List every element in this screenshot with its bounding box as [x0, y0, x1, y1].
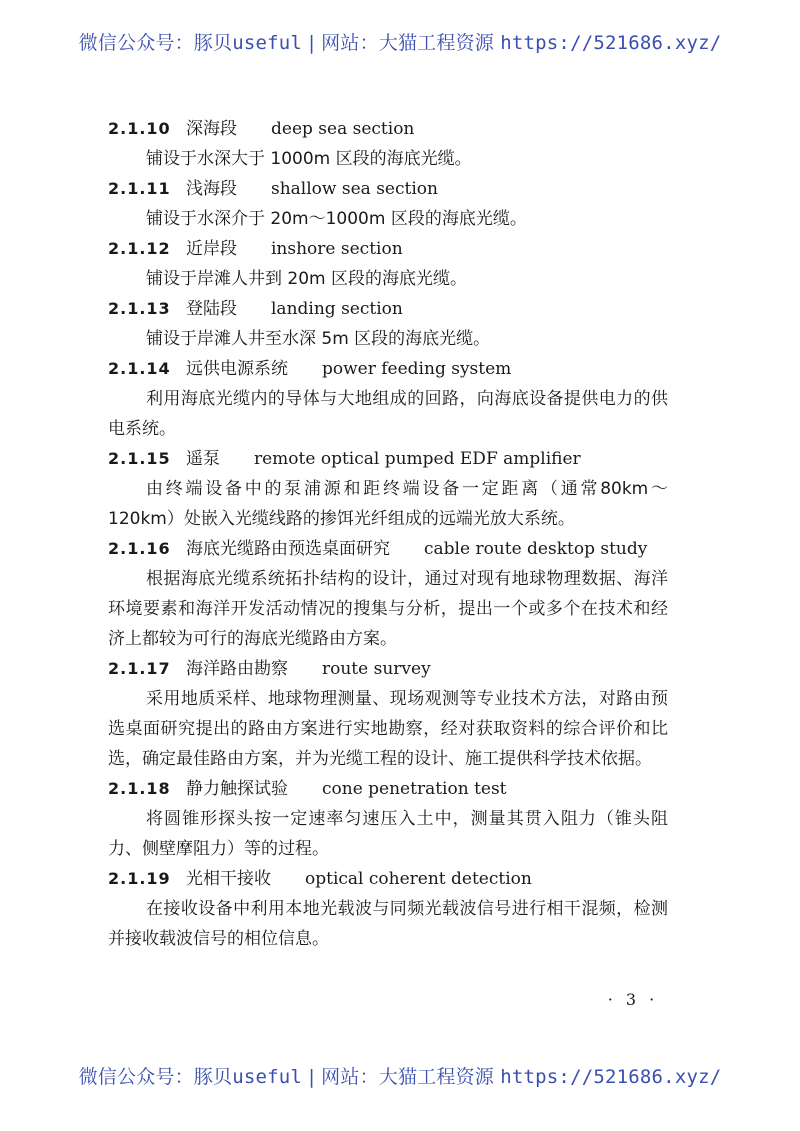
- watermark-site-label: 网站：大猫工程资源: [321, 1066, 494, 1088]
- term-definition: 将圆锥形探头按一定速率匀速压入土中，测量其贯入阻力（锥头阻力、侧壁摩阻力）等的过程。: [108, 809, 668, 859]
- term-heading: [108, 864, 668, 894]
- term-number: 2.1.17: [108, 659, 171, 678]
- term-heading: [108, 234, 668, 264]
- term-chinese: 海洋路由勘察: [186, 659, 288, 679]
- term-definition: 铺设于岸滩人井至水深 5m 区段的海底光缆。: [146, 329, 491, 349]
- term-number: 2.1.10: [108, 119, 171, 138]
- term-english: remote optical pumped EDF amplifier: [254, 449, 581, 469]
- term-definition: 利用海底光缆内的导体与大地组成的回路，向海底设备提供电力的供电系统。: [108, 389, 668, 439]
- watermark-url: https://521686.xyz/: [500, 32, 722, 54]
- term-definition: 铺设于岸滩人井到 20m 区段的海底光缆。: [146, 269, 467, 289]
- term-heading: [108, 114, 668, 144]
- term-definition: 由终端设备中的泵浦源和距终端设备一定距离（通常80km～120km）处嵌入光缆线路的掺饵光纤组成的远端光放大系统。: [108, 479, 668, 529]
- term-definition: 根据海底光缆系统拓扑结构的设计，通过对现有地球物理数据、海洋环境要素和海洋开发活动情况的搜集与分析，提出一个或多个在技术和经济上都较为可行的海底光缆路由方案。: [108, 569, 668, 649]
- term-number: 2.1.13: [108, 299, 171, 318]
- document-body: [108, 114, 668, 954]
- term-chinese: 光相干接收: [186, 869, 271, 889]
- term-chinese: 海底光缆路由预选桌面研究: [186, 539, 390, 559]
- term-chinese: 远供电源系统: [186, 359, 288, 379]
- watermark-top: [0, 28, 800, 55]
- term-number: 2.1.14: [108, 359, 171, 378]
- watermark-brand: useful: [232, 32, 303, 54]
- watermark-separator: |: [308, 1066, 315, 1088]
- page-number: · 3 ·: [607, 990, 659, 1009]
- term-number: 2.1.12: [108, 239, 171, 258]
- term-heading: [108, 774, 668, 804]
- term-number: 2.1.11: [108, 179, 171, 198]
- term-english: inshore section: [271, 239, 403, 259]
- watermark-bottom: [0, 1062, 800, 1089]
- term-number: 2.1.19: [108, 869, 171, 888]
- term-english: landing section: [271, 299, 403, 319]
- term-number: 2.1.15: [108, 449, 171, 468]
- watermark-separator: |: [308, 32, 315, 54]
- watermark-wechat-label: 微信公众号：豚贝: [78, 32, 233, 54]
- watermark-url: https://521686.xyz/: [500, 1066, 722, 1088]
- term-chinese: 登陆段: [186, 299, 237, 319]
- term-english: route survey: [322, 659, 431, 679]
- term-definition: 在接收设备中利用本地光载波与同频光载波信号进行相干混频，检测并接收载波信号的相位信息。: [108, 899, 668, 949]
- term-english: cable route desktop study: [424, 539, 648, 559]
- watermark-brand: useful: [232, 1066, 303, 1088]
- term-english: optical coherent detection: [305, 869, 532, 889]
- watermark-wechat-label: 微信公众号：豚贝: [78, 1066, 233, 1088]
- term-heading: [108, 354, 668, 384]
- term-number: 2.1.16: [108, 539, 171, 558]
- term-english: cone penetration test: [322, 779, 507, 799]
- term-heading: [108, 294, 668, 324]
- term-definition: 铺设于水深介于 20m～1000m 区段的海底光缆。: [146, 209, 527, 229]
- term-definition: 铺设于水深大于 1000m 区段的海底光缆。: [146, 149, 472, 169]
- term-chinese: 遥泵: [186, 449, 220, 469]
- term-chinese: 近岸段: [186, 239, 237, 259]
- term-english: shallow sea section: [271, 179, 438, 199]
- term-chinese: 浅海段: [186, 179, 237, 199]
- term-heading: [108, 444, 668, 474]
- term-number: 2.1.18: [108, 779, 171, 798]
- watermark-site-label: 网站：大猫工程资源: [321, 32, 494, 54]
- term-definition: 采用地质采样、地球物理测量、现场观测等专业技术方法，对路由预选桌面研究提出的路由方案进行实地勘察，经对获取资料的综合评价和比选，确定最佳路由方案，并为光缆工程的设计、施工提供科学技术依据。: [108, 689, 668, 769]
- term-heading: [108, 174, 668, 204]
- term-english: deep sea section: [271, 119, 415, 139]
- term-heading: [108, 654, 668, 684]
- term-chinese: 深海段: [186, 119, 237, 139]
- term-chinese: 静力触探试验: [186, 779, 288, 799]
- term-english: power feeding system: [322, 359, 512, 379]
- term-heading: [108, 534, 668, 564]
